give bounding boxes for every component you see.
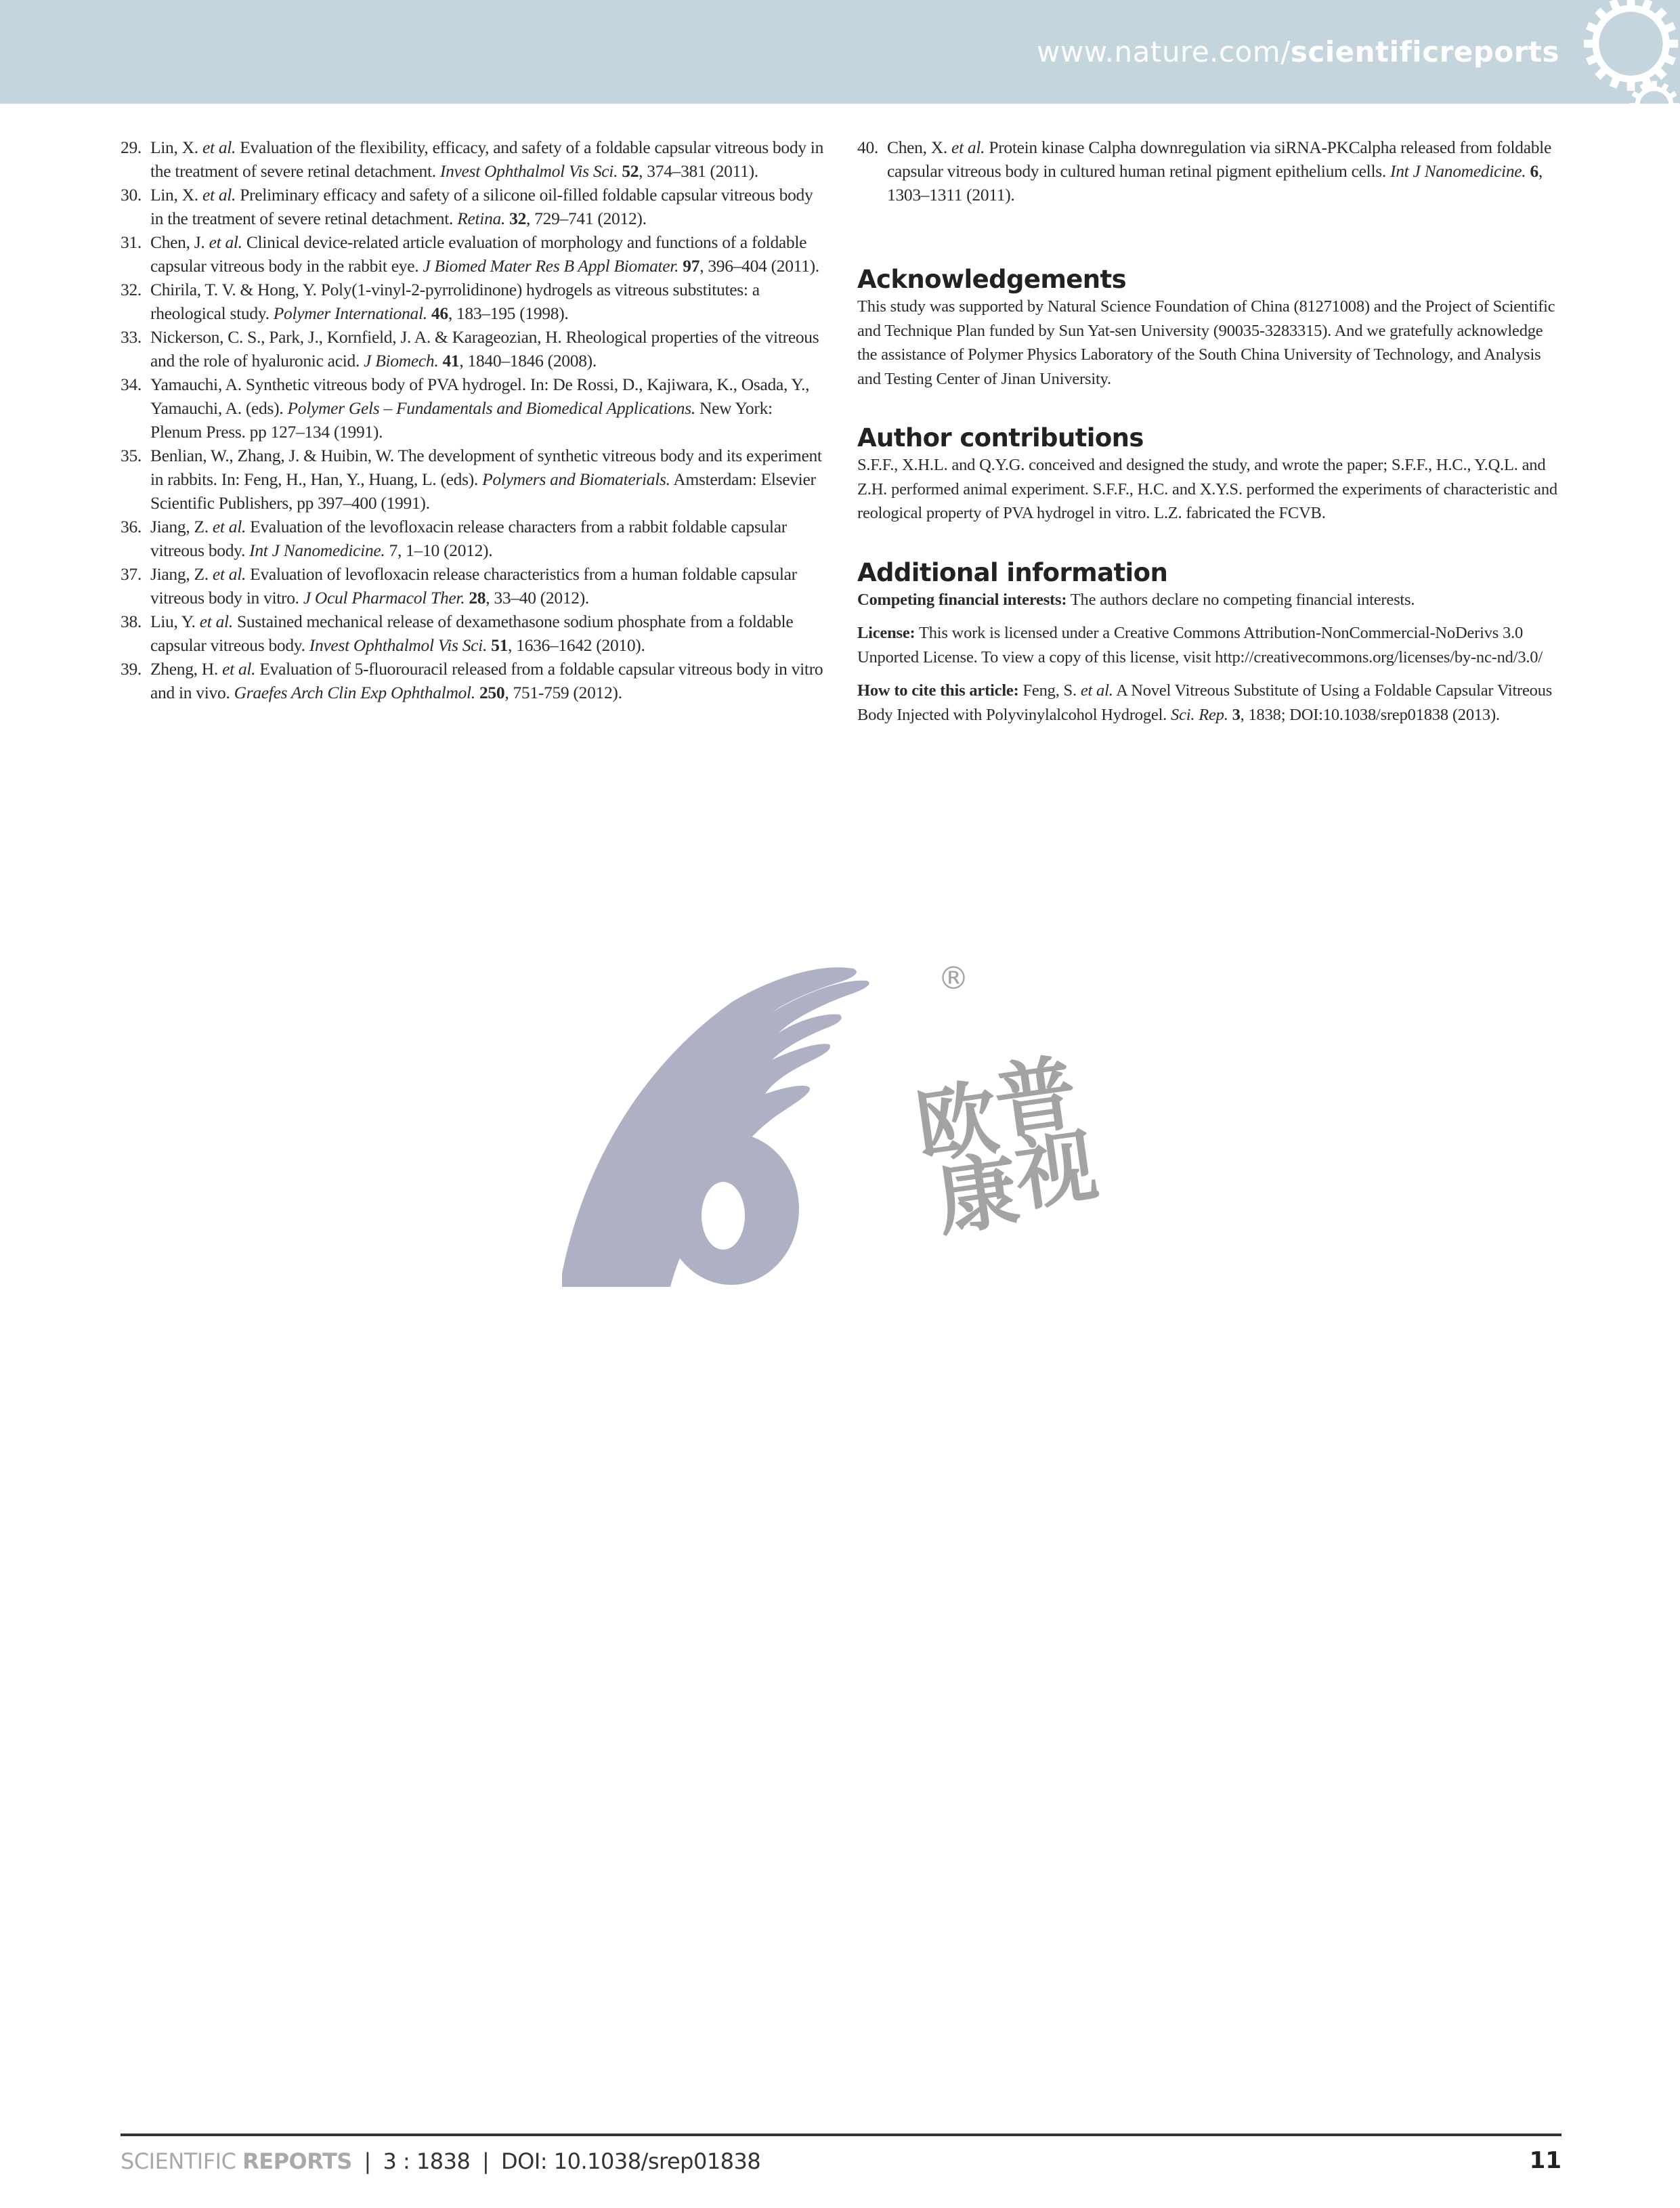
reference-item bbox=[121, 135, 825, 183]
italic-text: et al. bbox=[199, 612, 233, 631]
reference-item bbox=[857, 135, 1566, 207]
reference-item bbox=[121, 562, 825, 610]
reference-number: 32. bbox=[121, 280, 142, 299]
ovctek-watermark-logo bbox=[555, 948, 1165, 1287]
text-run: Feng, S. bbox=[1018, 681, 1081, 700]
reference-number: 37. bbox=[121, 564, 142, 584]
gear-logo-icon bbox=[1582, 0, 1680, 93]
italic-text: et al. bbox=[951, 137, 985, 157]
text-run: Lin, X. bbox=[150, 185, 202, 205]
reference-number: 31. bbox=[121, 232, 142, 252]
text-run: , 1636–1642 (2010). bbox=[508, 635, 645, 655]
italic-text: Invest Ophthalmol Vis Sci. bbox=[309, 635, 488, 655]
italic-text: et al. bbox=[212, 564, 246, 584]
italic-text: et al. bbox=[209, 232, 242, 252]
text-run: Chirila, T. V. & Hong, Y. Poly(1-vinyl-2-pyrrolidinone) hydrogels as vitreous substitutes: a rheological study. bbox=[150, 280, 760, 323]
reference-number: 34. bbox=[121, 375, 142, 394]
bold-text: 51 bbox=[491, 635, 509, 655]
reference-item bbox=[121, 373, 825, 444]
footer-citation bbox=[121, 2148, 760, 2174]
italic-text: Polymer Gels – Fundamentals and Biomedical Applications. bbox=[287, 398, 695, 418]
reference-item bbox=[121, 610, 825, 657]
references-column-left bbox=[121, 135, 825, 704]
watermark-char-3: 康 bbox=[930, 1143, 1025, 1248]
text-run: Sustained mechanical release of dexamethasone sodium phosphate from a foldable capsular vitreous body. bbox=[150, 612, 794, 655]
text-run: Yamauchi, A. Synthetic vitreous body of PVA hydrogel. In: De Rossi, D., Kajiwara, K., Osada, Y., Yamauchi, A. (eds). bbox=[150, 375, 810, 418]
text-run: , 1840–1846 (2008). bbox=[459, 351, 597, 370]
footer-journal-name-bold: REPORTS bbox=[242, 2148, 352, 2174]
small-gear-icon bbox=[1629, 80, 1680, 131]
watermark-char-1: 欧 bbox=[910, 1071, 1004, 1176]
text-run: Benlian, W., Zhang, J. & Huibin, W. The development of synthetic vitreous body and its experiment in rabbits. In: Feng, H., Han, Y., Huang, L. (eds). bbox=[150, 446, 822, 489]
italic-text: Int J Nanomedicine. bbox=[1390, 161, 1526, 181]
text-run: Amsterdam: Elsevier Scientific Publishers, pp 397–400 (1991). bbox=[150, 469, 816, 513]
italic-text: J Biomech. bbox=[364, 351, 439, 370]
italic-text: Polymer International. bbox=[273, 303, 427, 323]
citation-label: How to cite this article: bbox=[857, 681, 1019, 700]
reference-number: 29. bbox=[121, 137, 142, 157]
text-run: Chen, X. bbox=[887, 137, 952, 157]
additional-information-heading: Additional information bbox=[857, 557, 1168, 587]
text-run: Evaluation of the levofloxacin release characters from a rabbit foldable capsular vitreous body. bbox=[150, 517, 787, 560]
text-run: Jiang, Z. bbox=[150, 517, 213, 536]
text-run: , 33–40 (2012). bbox=[486, 588, 589, 608]
italic-text: et al. bbox=[212, 517, 246, 536]
text-run: Lin, X. bbox=[150, 137, 202, 157]
text-run: Nickerson, C. S., Park, J., Kornfield, J. A. & Karageozian, H. Rheological properties of the vitreous and the role of hyaluronic acid. bbox=[150, 327, 819, 370]
text-run: , 396–404 (2011). bbox=[699, 256, 819, 276]
reference-list-continued bbox=[857, 135, 1566, 207]
bold-text: 32 bbox=[509, 209, 527, 228]
registered-mark: ® bbox=[938, 960, 969, 996]
acknowledgements-text: This study was supported by Natural Science Foundation of China (81271008) and the Project of Scientific and Technique Plan funded by Sun Yat-sen University (90035-3283315). And we gratefully acknowledge the assistance of Polymer Physics Laboratory of the South China University of Technology, and Analysis and Testing Center of Jinan University. bbox=[857, 297, 1555, 388]
author-contributions-heading: Author contributions bbox=[857, 423, 1144, 452]
author-contributions-text: S.F.F., X.H.L. and Q.Y.G. conceived and designed the study, and wrote the paper; S.F.F., H.C., Y.Q.L. and Z.H. performed animal experiment. S.F.F., H.C. and X.Y.S. performed the experiments of characteristic and reological property of PVA hydrogel in vitro. L.Z. fabricated the FCVB. bbox=[857, 456, 1557, 522]
italic-text: J Ocul Pharmacol Ther. bbox=[303, 588, 465, 608]
logo-eye-hole bbox=[702, 1182, 745, 1250]
italic-text: Int J Nanomedicine. bbox=[249, 540, 385, 560]
footer-volume-article: 3 : 1838 bbox=[383, 2148, 471, 2174]
reference-number: 39. bbox=[121, 659, 142, 679]
text-run: Preliminary efficacy and safety of a silicone oil-filled foldable capsular vitreous body in the treatment of severe retinal detachment. bbox=[150, 185, 813, 228]
italic-text: Invest Ophthalmol Vis Sci. bbox=[439, 161, 618, 181]
italic-text: et al. bbox=[202, 185, 236, 205]
license-text[interactable]: This work is licensed under a Creative Commons Attribution-NonCommercial-NoDerivs 3.0 Unported License. To view a copy of this license, visit http://creativecommons.org/licenses/by-nc-nd/3.0/ bbox=[857, 624, 1543, 666]
acknowledgements-heading: Acknowledgements bbox=[857, 265, 1127, 294]
right-column bbox=[857, 135, 1566, 727]
reference-item bbox=[121, 325, 825, 373]
italic-text: et al. bbox=[202, 137, 236, 157]
text-run: Protein kinase Calpha downregulation via siRNA-PKCalpha released from foldable capsular vitreous body in cultured human retinal pigment epithelium cells. bbox=[887, 137, 1551, 181]
text-run: Liu, Y. bbox=[150, 612, 200, 631]
reference-number: 40. bbox=[857, 137, 878, 157]
text-run: Jiang, Z. bbox=[150, 564, 213, 584]
text-run: A Novel Vitreous Substitute of Using a Foldable Capsular Vitreous Body Injected with Polyvinylalcohol Hydrogel. bbox=[857, 681, 1553, 724]
bold-text: 52 bbox=[622, 161, 639, 181]
reference-number: 36. bbox=[121, 517, 142, 536]
journal-header-bar bbox=[0, 0, 1680, 104]
text-run: Chen, J. bbox=[150, 232, 209, 252]
bold-text: 3 bbox=[1232, 705, 1241, 724]
reference-number: 33. bbox=[121, 327, 142, 347]
journal-url[interactable] bbox=[1037, 35, 1559, 68]
italic-text: Retina. bbox=[457, 209, 506, 228]
license-statement bbox=[857, 621, 1566, 669]
reference-item bbox=[121, 278, 825, 325]
text-run: Evaluation of levofloxacin release characteristics from a human foldable capsular vitreous body in vitro. bbox=[150, 564, 797, 608]
text-run: , 374–381 (2011). bbox=[639, 161, 758, 181]
text-run: New York: Plenum Press. pp 127–134 (1991). bbox=[150, 398, 773, 442]
bold-text: 6 bbox=[1530, 161, 1538, 181]
text-run: Clinical device-related article evaluation of morphology and functions of a foldable capsular vitreous body in the rabbit eye. bbox=[150, 232, 807, 276]
reference-item bbox=[121, 657, 825, 704]
italic-text: et al. bbox=[222, 659, 256, 679]
footer-separator: | bbox=[482, 2148, 490, 2174]
reference-number: 35. bbox=[121, 446, 142, 465]
text-run: , 1838; DOI:10.1038/srep01838 (2013). bbox=[1240, 705, 1500, 724]
reference-number: 38. bbox=[121, 612, 142, 631]
competing-interests-statement bbox=[857, 588, 1566, 612]
bold-text: 250 bbox=[479, 683, 505, 702]
text-run: , 183–195 (1998). bbox=[448, 303, 569, 323]
footer-divider bbox=[121, 2133, 1561, 2136]
footer-separator: | bbox=[364, 2148, 371, 2174]
text-run: Evaluation of 5-fluorouracil released from a foldable capsular vitreous body in vitro and in vivo. bbox=[150, 659, 823, 702]
journal-url-path: scientificreports bbox=[1290, 35, 1559, 68]
reference-list bbox=[121, 135, 825, 704]
competing-interests-label: Competing financial interests: bbox=[857, 590, 1067, 609]
license-label: License: bbox=[857, 624, 916, 642]
reference-item bbox=[121, 230, 825, 278]
text-run: , 729–741 (2012). bbox=[526, 209, 647, 228]
italic-text: Sci. Rep. bbox=[1171, 705, 1228, 724]
bold-text: 41 bbox=[442, 351, 460, 370]
citation-statement bbox=[857, 679, 1566, 727]
text-run: , 751-759 (2012). bbox=[504, 683, 622, 702]
bold-text: 46 bbox=[431, 303, 448, 323]
watermark-char-2: 普 bbox=[989, 1046, 1083, 1151]
reference-item bbox=[121, 515, 825, 562]
reference-number: 30. bbox=[121, 185, 142, 205]
watermark-char-4: 视 bbox=[1009, 1118, 1103, 1223]
competing-interests-text: The authors declare no competing financial interests. bbox=[1067, 590, 1415, 609]
reference-item bbox=[121, 444, 825, 515]
footer-journal-name-light: SCIENTIFIC bbox=[121, 2148, 243, 2174]
footer-doi[interactable]: DOI: 10.1038/srep01838 bbox=[501, 2148, 761, 2174]
italic-text: Graefes Arch Clin Exp Ophthalmol. bbox=[234, 683, 475, 702]
italic-text: Polymers and Biomaterials. bbox=[482, 469, 670, 489]
reference-item bbox=[121, 183, 825, 230]
text-run: Zheng, H. bbox=[150, 659, 223, 679]
text-run: , 1303–1311 (2011). bbox=[887, 161, 1543, 205]
text-run: Evaluation of the flexibility, efficacy, and safety of a foldable capsular vitreous body in the treatment of severe retinal detachment. bbox=[150, 137, 824, 181]
journal-url-domain: www.nature.com/ bbox=[1036, 35, 1291, 68]
text-run: 7, 1–10 (2012). bbox=[385, 540, 493, 560]
italic-text: et al. bbox=[1080, 681, 1113, 700]
bold-text: 97 bbox=[683, 256, 700, 276]
page-number: 11 bbox=[1529, 2147, 1561, 2174]
bold-text: 28 bbox=[469, 588, 486, 608]
italic-text: J Biomed Mater Res B Appl Biomater. bbox=[423, 256, 679, 276]
